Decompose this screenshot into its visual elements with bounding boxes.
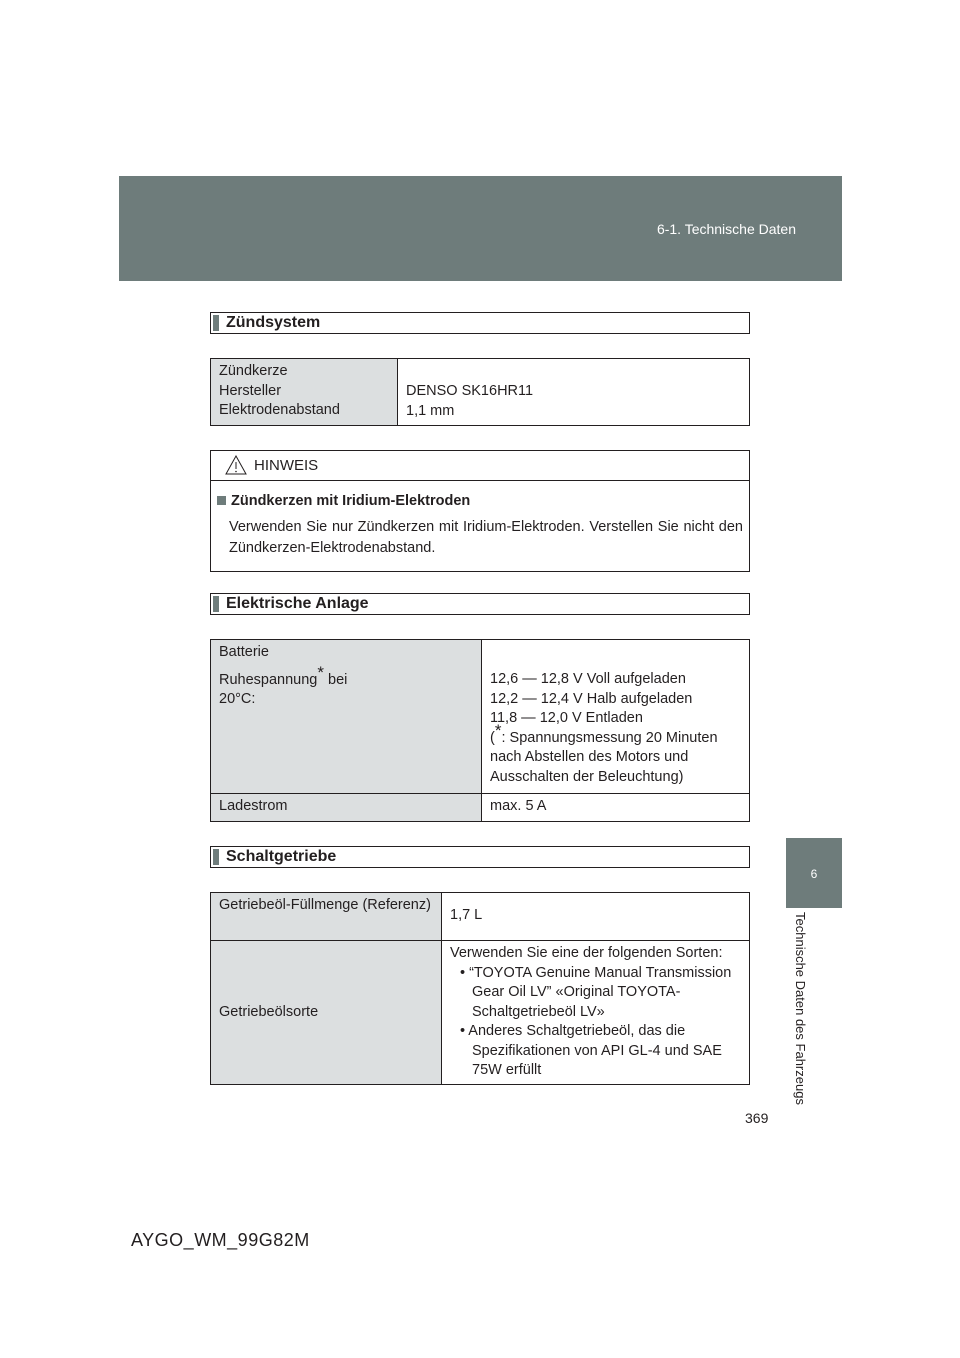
notice-subtitle xyxy=(217,493,470,509)
voltage-footnote: (*: Spannungsmessung 20 Minuten nach Abstellen des Motors und Ausschalten der Beleuchtung) xyxy=(490,720,718,785)
list-item: • “TOYOTA Genuine Manual Transmission Gear Oil LV” «Original TOYOTA-Schaltgetriebeöl LV» xyxy=(460,964,732,1020)
chapter-title: 6-1. Technische Daten xyxy=(656,221,796,237)
section-title-text: Elektrische Anlage xyxy=(226,595,369,612)
table-cell-label xyxy=(211,640,482,794)
value-line: DENSO SK16HR11 xyxy=(406,383,534,399)
table-row xyxy=(211,794,750,822)
notice-header xyxy=(211,451,749,481)
table-row xyxy=(211,941,750,1085)
table-cell-label: Getriebeöl-Füllmenge (Referenz) xyxy=(211,893,442,941)
voltage-line: 12,2 — 12,4 V Halb aufgeladen xyxy=(490,690,693,707)
section-marker xyxy=(213,315,219,331)
notice-subtitle-text: Zündkerzen mit Iridium-Elektroden xyxy=(231,493,471,509)
table-row xyxy=(211,359,750,426)
voltage-line: 11,8 — 12,0 V Entladen xyxy=(490,710,643,726)
page-number: 369 xyxy=(745,1110,769,1126)
rest-voltage-temp: 20°C: xyxy=(219,691,256,707)
section-title-text: Zündsystem xyxy=(226,314,321,331)
section-title-ignition xyxy=(210,312,750,334)
table-cell-label: Ladestrom xyxy=(211,794,482,822)
table-cell-value xyxy=(398,359,750,426)
square-bullet-icon xyxy=(217,496,226,505)
table-row xyxy=(211,893,750,941)
chapter-header xyxy=(119,176,842,281)
battery-label: Batterie xyxy=(219,644,269,660)
label-line: Elektrodenabstand xyxy=(219,402,340,418)
ignition-table xyxy=(210,358,750,426)
table-cell-value: max. 5 A xyxy=(482,794,750,822)
list-item: • Anderes Schaltgetriebeöl, das die Spezifikationen von API GL-4 und SAE 75W erfüllt xyxy=(460,1023,722,1078)
table-cell-label: Getriebeölsorte xyxy=(211,941,442,1085)
side-tab-number: 6 xyxy=(810,867,818,881)
asterisk: * xyxy=(494,720,502,740)
voltage-line: 12,6 — 12,8 V Voll aufgeladen xyxy=(490,671,686,687)
table-cell-label xyxy=(211,359,398,426)
notice-body: Verwenden Sie nur Zündkerzen mit Iridium-Elektroden. Verstellen Sie nicht den Zündkerzen-Elektrodenabstand. xyxy=(229,519,743,556)
side-tab-title: Technische Daten des Fahrzeugs xyxy=(793,912,808,1105)
table-row xyxy=(211,640,750,794)
label-line: Zündkerze xyxy=(219,363,288,379)
label-line: Hersteller xyxy=(219,382,282,399)
electrical-table xyxy=(210,639,750,822)
notice-label: HINWEIS xyxy=(254,457,319,474)
table-cell-value: 1,7 L xyxy=(442,893,750,941)
oil-intro: Verwenden Sie eine der folgenden Sorten: xyxy=(450,945,723,961)
section-title-text: Schaltgetriebe xyxy=(226,848,337,865)
side-tab xyxy=(786,838,842,908)
section-title-electrical xyxy=(210,593,750,615)
warning-triangle-icon xyxy=(225,455,247,475)
section-marker xyxy=(213,849,219,865)
notice-box xyxy=(210,450,750,572)
section-marker xyxy=(213,596,219,612)
table-cell-value xyxy=(442,941,750,1085)
table-cell-value xyxy=(482,640,750,794)
rest-voltage-label: Ruhespannung* bei xyxy=(219,662,348,688)
asterisk: * xyxy=(317,662,324,682)
value-line: 1,1 mm xyxy=(406,402,455,419)
section-title-transmission xyxy=(210,846,750,868)
transmission-table xyxy=(210,892,750,1085)
footer-code: AYGO_WM_99G82M xyxy=(131,1230,310,1250)
